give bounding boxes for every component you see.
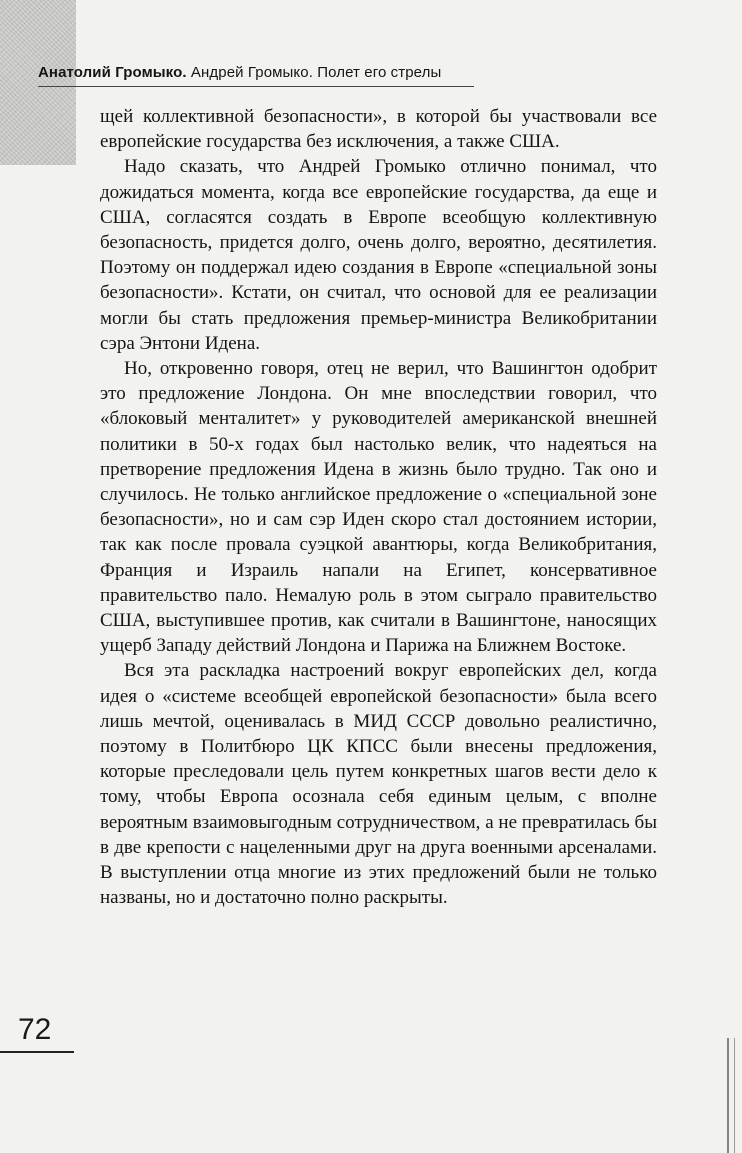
scan-binding-edge [727, 1038, 735, 1153]
body-text [100, 104, 657, 911]
paragraph: Надо сказать, что Андрей Громыко отлично понимал, что дожидаться момента, когда все европейские государства, да еще и США, согласятся создать в Европе всеобщую коллективную безопасность, придется долго, очень долго, вероятно, десятилетия. Поэтому он поддержал идею создания в Европе «специальной зоны безопасности». Кстати, он считал, что основой для ее реализации могли бы стать предложения премьер-министра Великобритании сэра Энтони Идена. [100, 156, 657, 354]
page-number-rule [0, 1051, 74, 1053]
header-author: Анатолий Громыко. [38, 64, 187, 81]
paragraph: Но, откровенно говоря, отец не верил, что Вашингтон одобрит это предложение Лондона. Он мне впоследствии говорил, что «блоковый менталитет» у руководителей американской внешней политики в 50-х годах был настолько велик, что надеяться на претворение предложения Идена в жизнь было трудно. Так оно и случилось. Не только английское предложение о «специальной зоне безопасности», но и сам сэр Иден скоро стал достоянием истории, так как после провала суэцкой авантюры, когда Великобритания, Франция и Израиль напали на Египет, консервативное правительство пало. Немалую роль в этом сыграло правительство США, выступившее против, как считали в Вашингтоне, наносящих ущерб Западу действий Лондона и Парижа на Ближнем Востоке. [100, 358, 657, 657]
paragraph: Вся эта раскладка настроений вокруг европейских дел, когда идея о «системе всеобщей европейской безопасности» была всего лишь мечтой, оценивалась в МИД СССР довольно реалистично, поэтому в Политбюро ЦК КПСС были внесены предложения, которые преследовали цель путем конкретных шагов вести дело к тому, чтобы Европа осознала себя единым целым, с вполне вероятным взаимовыгодным сотрудничеством, а не превратилась бы в две крепости с нацеленными друг на друга военными арсеналами. В выступлении отца многие из этих предложений были не только названы, но и достаточно полно раскрыты. [100, 660, 657, 909]
page-number: 72 [18, 1013, 52, 1046]
paragraph-continuation: щей коллективной безопасности», в которой бы участвовали все европейские государства без исключения, а также США. [100, 106, 657, 153]
running-header [38, 60, 474, 87]
header-book-title: Андрей Громыко. Полет его стрелы [190, 64, 442, 81]
